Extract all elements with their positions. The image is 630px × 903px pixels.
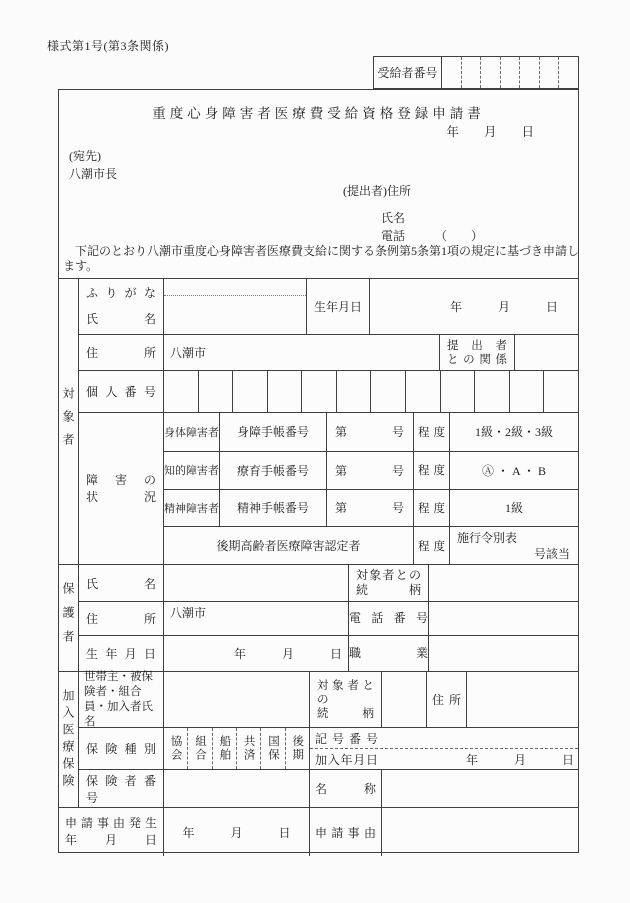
book-number-field[interactable]: 第 号 bbox=[326, 490, 413, 527]
guardian-relation-label: 対象者との 続 柄 bbox=[348, 565, 428, 601]
personal-number-digit[interactable] bbox=[336, 371, 371, 412]
target-name-label: ふ り が な 氏 名 bbox=[78, 279, 163, 334]
disability-status-block bbox=[78, 412, 578, 564]
recipient-number-label: 受給者番号 bbox=[374, 57, 442, 88]
header-date-field[interactable]: 年 月 日 bbox=[446, 125, 534, 139]
target-name-field[interactable] bbox=[163, 279, 306, 334]
personal-number-digit[interactable] bbox=[509, 371, 544, 412]
application-date-label: 申 請 事 由 発 生 年 月 日 bbox=[65, 816, 157, 847]
personal-number-digit[interactable] bbox=[543, 371, 578, 412]
insurance-type-option[interactable]: 組合 bbox=[187, 728, 211, 769]
insurer-name-field[interactable] bbox=[381, 770, 578, 807]
join-date-field[interactable]: 年 月 日 bbox=[465, 752, 574, 767]
personal-number-digit[interactable] bbox=[267, 371, 302, 412]
recipient-digit-cell[interactable] bbox=[519, 57, 539, 88]
degree-options[interactable]: 1級 bbox=[449, 490, 578, 527]
personal-number-digit[interactable] bbox=[163, 371, 198, 412]
guardian-phone-label: 電 話 番 号 bbox=[349, 611, 428, 625]
form-number: 様式第1号(第3条関係) bbox=[47, 39, 169, 53]
recipient-digit-cell[interactable] bbox=[500, 57, 520, 88]
target-birth-field[interactable]: 年 月 日 bbox=[369, 279, 578, 334]
symbol-number-label: 記 号 番 号 bbox=[315, 731, 378, 746]
recipient-number-cells[interactable] bbox=[442, 57, 578, 88]
insurer-name-label: 名 称 bbox=[315, 782, 376, 796]
recipient-digit-cell[interactable] bbox=[558, 57, 578, 88]
insurance-address-label: 住 所 bbox=[432, 693, 461, 707]
addressee-prefix: (宛先) bbox=[69, 149, 101, 163]
insurance-type-label: 保 険 種 別 bbox=[86, 742, 156, 756]
insurance-type-option[interactable]: 船舶 bbox=[212, 728, 236, 769]
target-address-label: 住 所 bbox=[86, 346, 156, 360]
degree-label: 程 度 bbox=[418, 465, 445, 478]
submitter-address-label[interactable]: (提出者)住所 bbox=[343, 184, 411, 198]
insurance-type-option[interactable]: 協会 bbox=[169, 735, 182, 762]
insurance-section-label: 加入医療保険 bbox=[61, 688, 75, 791]
guardian-job-field[interactable] bbox=[428, 636, 578, 671]
target-address-field[interactable]: 八潮市 bbox=[163, 335, 439, 370]
recipient-digit-cell[interactable] bbox=[539, 57, 559, 88]
application-reason-section bbox=[59, 807, 578, 856]
target-section-label: 対象者 bbox=[61, 387, 75, 456]
guardian-birth-field[interactable]: 年 月 日 bbox=[163, 636, 348, 671]
addressee: 八潮市長 bbox=[69, 167, 118, 181]
book-number-label: 療育手帳番号 bbox=[219, 452, 326, 489]
application-form bbox=[58, 89, 579, 853]
recipient-digit-cell[interactable] bbox=[442, 57, 461, 88]
insurance-type-option[interactable]: 国保 bbox=[260, 728, 284, 769]
recipient-number-box bbox=[373, 56, 579, 89]
declaration-text: 下記のとおり八潮市重度心身障害者医療費支給に関する条例第5条第1項の規定に基づき申請し ます。 bbox=[63, 244, 580, 273]
insured-name-field[interactable] bbox=[163, 672, 309, 727]
insurance-address-field[interactable] bbox=[466, 672, 578, 727]
disability-status-label: 障 害 の 状 況 bbox=[78, 413, 163, 564]
submitter-relation-label: 提 出 者 と の 関 係 bbox=[439, 335, 514, 370]
book-number-field[interactable]: 第 号 bbox=[326, 413, 413, 451]
form-title: 重度心身障害者医療費受給資格登録申請書 bbox=[152, 106, 485, 121]
disability-type-label: 身体障害者 bbox=[163, 413, 219, 451]
degree-label: 程 度 bbox=[418, 502, 445, 515]
target-birth-label: 生年月日 bbox=[306, 279, 369, 334]
degree-label: 程 度 bbox=[418, 540, 445, 553]
book-number-label: 精神手帳番号 bbox=[219, 490, 326, 527]
personal-number-digit[interactable] bbox=[474, 371, 509, 412]
recipient-digit-cell[interactable] bbox=[461, 57, 481, 88]
personal-number-digit[interactable] bbox=[301, 371, 336, 412]
guardian-address-label: 住 所 bbox=[86, 612, 156, 626]
guardian-section bbox=[59, 564, 578, 671]
application-reason-field[interactable] bbox=[381, 808, 578, 856]
submitter-phone-label[interactable]: 電話 （ ） bbox=[381, 229, 484, 243]
personal-number-digit[interactable] bbox=[198, 371, 233, 412]
degree-options[interactable]: 1級・2級・3級 bbox=[449, 413, 578, 451]
guardian-section-label: 保護者 bbox=[61, 582, 75, 654]
insurance-section bbox=[59, 671, 578, 807]
insured-name-label: 世帯主・被保険者・組合員・加入者氏名 bbox=[78, 672, 163, 727]
late-elderly-row bbox=[163, 526, 578, 564]
guardian-relation-field[interactable] bbox=[428, 565, 578, 601]
degree-options[interactable]: Ⓐ ・ A ・ B bbox=[449, 452, 578, 489]
intellectual-disability-row bbox=[163, 451, 578, 489]
physical-disability-row bbox=[163, 413, 578, 451]
guardian-job-label: 職 業 bbox=[349, 646, 428, 660]
personal-number-cells[interactable] bbox=[163, 371, 578, 412]
guardian-address-field[interactable]: 八潮市 bbox=[163, 602, 348, 635]
personal-number-digit[interactable] bbox=[405, 371, 440, 412]
recipient-digit-cell[interactable] bbox=[480, 57, 500, 88]
personal-number-label: 個 人 番 号 bbox=[86, 385, 156, 399]
target-section bbox=[59, 278, 578, 564]
submitter-relation-field[interactable] bbox=[514, 335, 578, 370]
book-number-field[interactable]: 第 号 bbox=[326, 452, 413, 489]
degree-label: 程 度 bbox=[418, 426, 445, 439]
insurance-type-option[interactable]: 共済 bbox=[236, 728, 260, 769]
guardian-birth-label: 生 年 月 日 bbox=[86, 647, 156, 661]
personal-number-digit[interactable] bbox=[440, 371, 475, 412]
insurer-number-field[interactable] bbox=[163, 770, 309, 807]
disability-type-label: 知的障害者 bbox=[163, 452, 219, 489]
insurance-type-option[interactable]: 後期 bbox=[285, 728, 309, 769]
insurance-relation-label: 対象者との 続 柄 bbox=[309, 672, 381, 727]
furigana-line[interactable] bbox=[164, 279, 306, 296]
mental-disability-row bbox=[163, 489, 578, 527]
join-date-label: 加入年月日 bbox=[315, 752, 378, 767]
disability-type-label: 精神障害者 bbox=[163, 490, 219, 527]
book-number-label: 身障手帳番号 bbox=[219, 413, 326, 451]
guardian-name-label: 氏 名 bbox=[86, 576, 156, 591]
insurance-type-options bbox=[163, 728, 309, 769]
submitter-name-label[interactable]: 氏名 bbox=[381, 211, 406, 225]
form-header bbox=[59, 90, 578, 278]
symbol-and-join-date-block bbox=[309, 728, 578, 769]
insurance-relation-field[interactable] bbox=[381, 672, 426, 727]
insurer-number-label: 保 険 者 番 号 bbox=[86, 773, 156, 805]
guardian-phone-field[interactable] bbox=[428, 602, 578, 635]
guardian-name-field[interactable] bbox=[163, 565, 348, 601]
form-table bbox=[59, 278, 578, 856]
personal-number-digit[interactable] bbox=[232, 371, 267, 412]
application-reason-label: 申 請 事 由 bbox=[315, 825, 376, 840]
personal-number-digit[interactable] bbox=[370, 371, 405, 412]
ordinance-degree-field[interactable]: 施行令別表 号該当 bbox=[449, 527, 578, 564]
late-elderly-label: 後期高齢者医療障害認定者 bbox=[163, 527, 413, 564]
application-date-field[interactable]: 年 月 日 bbox=[163, 808, 309, 856]
